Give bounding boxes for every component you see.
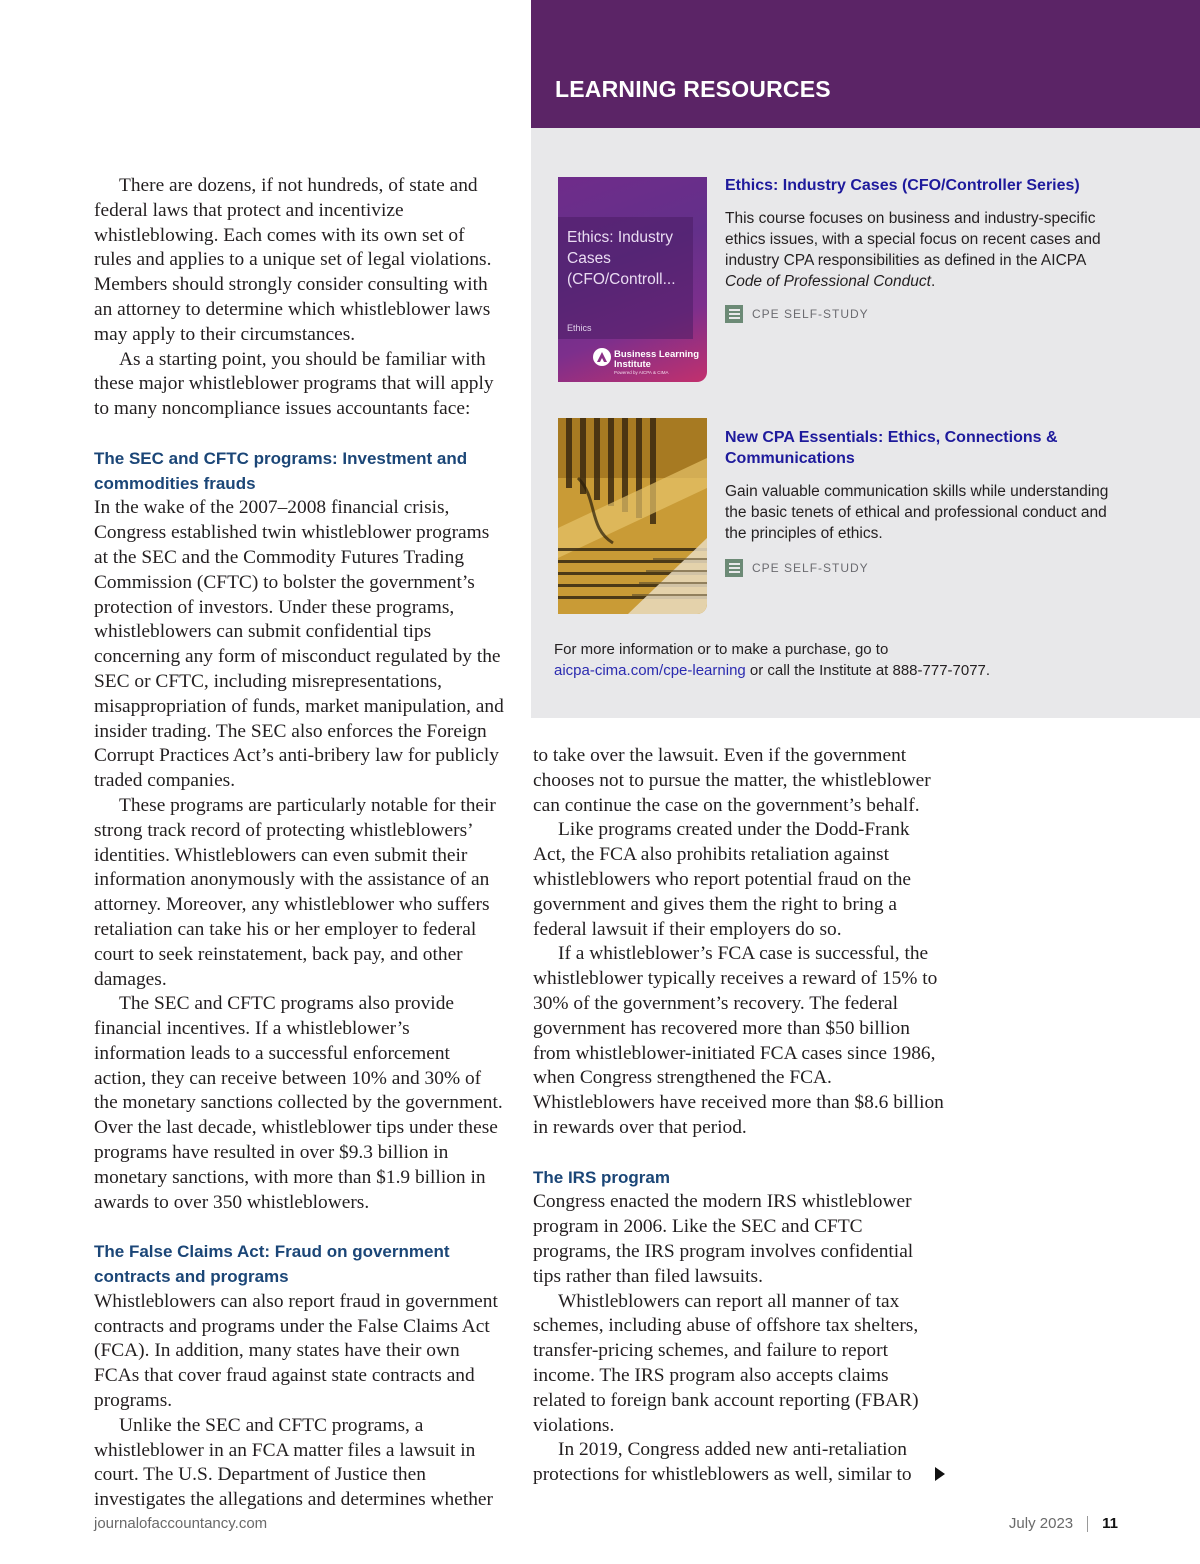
article-paragraph: Whistleblowers can also report fraud in government contracts and programs under the False Claims Act (FCA). In addition, many states have their own FCAs that cover fraud against state contracts and programs. — [94, 1290, 498, 1412]
learning-resources-header — [531, 0, 1200, 128]
business-learning-institute-logo — [592, 347, 707, 377]
thumbnail-title: Ethics: Industry Cases (CFO/Controll... — [567, 229, 676, 288]
footer-issue: July 2023 — [1008, 1515, 1074, 1532]
course-thumbnail-ethics-industry[interactable] — [558, 177, 707, 382]
course-title-ethics-industry[interactable]: Ethics: Industry Cases (CFO/Controller Series) — [725, 177, 1080, 194]
thumbnail-brand-sub: Powered by AICPA & CIMA — [614, 370, 669, 375]
course-description-new-cpa-essentials: Gain valuable communication skills while understanding the basic tenets of ethical and professional conduct and the principles of ethics. — [725, 483, 1109, 542]
cpe-self-study-badge — [725, 305, 869, 323]
course-description-ethics-industry — [725, 208, 1125, 292]
course-thumbnail-new-cpa-essentials[interactable] — [558, 418, 707, 614]
footer-site[interactable]: journalofaccountancy.com — [94, 1515, 268, 1532]
document-list-icon — [725, 305, 743, 323]
more-info-suffix: or call the Institute at 888-777-7077. — [745, 662, 991, 679]
footer-divider — [1087, 1516, 1088, 1532]
article-paragraph: In the wake of the 2007–2008 financial crisis, Congress established twin whistleblower programs at the SEC and the Commodity Futures Trading Commission (CFTC) to bolster the government’s protection of investors. Under these programs, whistleblowers can submit confidential tips concerning any form of misconduct regulated by the SEC or CFTC, including misrepresentations, misappropriation of funds, market manipulation, and insider trading. The SEC also enforces the Foreign Corrupt Practices Act’s anti-bribery law for publicly traded companies. — [94, 497, 504, 792]
badge-label: CPE SELF-STUDY — [752, 307, 869, 321]
article-column-right — [533, 744, 945, 1488]
article-paragraph: If a whistleblower’s FCA case is successful, the whistleblower typically receives a reward of 15% to 30% of the government’s recovery. The federal government has recovered more than $50 billion from whistleblower-initiated FCA cases since 1986, when Congress strengthened the FCA. Whistleblowers have received more than $8.6 billion in rewards over that period. — [533, 943, 944, 1138]
article-subheading: The False Claims Act: Fraud on government contracts and programs — [94, 1242, 450, 1287]
staircase-shadow-photo — [558, 418, 707, 614]
footer-page-number: 11 — [1102, 1515, 1118, 1532]
document-list-icon — [725, 559, 743, 577]
footer-page-info — [1009, 1515, 1118, 1532]
cpe-self-study-badge — [725, 559, 869, 577]
description-text-end: . — [930, 273, 936, 290]
article-paragraph: As a starting point, you should be familiar with these major whistleblower programs that will apply to many noncompliance issues accountants face: — [94, 348, 494, 420]
article-paragraph: Whistleblowers can report all manner of tax schemes, including abuse of offshore tax shelters, transfer-pricing schemes, and failure to report income. The IRS program also accepts claims related to foreign bank account reporting (FBAR) violations. — [533, 1290, 919, 1436]
thumbnail-brand: Business Learning Institute — [614, 349, 699, 370]
article-paragraph: Unlike the SEC and CFTC programs, a whistleblower in an FCA matter files a lawsuit in court. The U.S. Department of Justice then investigates the allegations and determines whether — [94, 1414, 493, 1511]
article-paragraph: Like programs created under the Dodd-Frank Act, the FCA also prohibits retaliation against whistleblowers who report potential fraud on the government and gives them the right to bring a federal lawsuit if their employers do so. — [533, 819, 912, 940]
course-title-new-cpa-essentials[interactable]: New CPA Essentials: Ethics, Connections & Communications — [725, 429, 1058, 467]
more-info-prefix: For more information or to make a purchase, go to — [554, 641, 889, 658]
article-column-left — [94, 174, 506, 1513]
thumbnail-category: Ethics — [567, 323, 592, 333]
description-text: This course focuses on business and industry-specific ethics issues, with a special focus on recent cases and industry CPA responsibilities as defined in the AICPA — [725, 210, 1101, 269]
article-paragraph: The SEC and CFTC programs also provide financial incentives. If a whistleblower’s information leads to a successful enforcement action, they can receive between 10% and 30% of the monetary sanctions collected by the government. Over the last decade, whistleblower tips under these programs have resulted in over $9.3 billion in monetary sanctions, with more than $1.9 billion in awards to over 350 whistleblowers. — [94, 993, 503, 1213]
learning-resources-panel — [531, 128, 1200, 718]
more-info-text — [554, 639, 1154, 681]
article-paragraph: There are dozens, if not hundreds, of state and federal laws that protect and incentivize whistleblowing. Each comes with its own set of rules and applies to a unique set of legal violations. Members should strongly consider consulting with an attorney to determine which whistleblower laws may apply to their circumstances. — [94, 175, 492, 345]
article-paragraph: In 2019, Congress added new anti-retaliation protections for whistleblowers as well, similar to — [533, 1439, 912, 1486]
cpe-learning-link[interactable]: aicpa-cima.com/cpe-learning — [554, 662, 746, 679]
description-italic: Code of Professional Conduct — [725, 273, 931, 290]
article-paragraph: to take over the lawsuit. Even if the government chooses not to pursue the matter, the whistleblower can continue the case on the government’s behalf. — [533, 745, 931, 816]
continue-arrow-icon — [935, 1467, 945, 1481]
article-subheading: The SEC and CFTC programs: Investment and commodities frauds — [94, 448, 468, 493]
learning-resources-heading: LEARNING RESOURCES — [555, 76, 831, 102]
article-paragraph: These programs are particularly notable for their strong track record of protecting whistleblowers’ identities. Whistleblowers can even submit their information anonymously with the assistance of an attorney. Moreover, any whistleblower who suffers retaliation can take his or her employer to federal court to seek reinstatement, back pay, and other damages. — [94, 794, 496, 990]
article-paragraph: Congress enacted the modern IRS whistleblower program in 2006. Like the SEC and CFTC programs, the IRS program involves confidential tips rather than filed lawsuits. — [533, 1191, 914, 1287]
article-subheading: The IRS program — [533, 1167, 670, 1187]
bli-mark-icon — [592, 347, 612, 367]
badge-label: CPE SELF-STUDY — [752, 561, 869, 575]
